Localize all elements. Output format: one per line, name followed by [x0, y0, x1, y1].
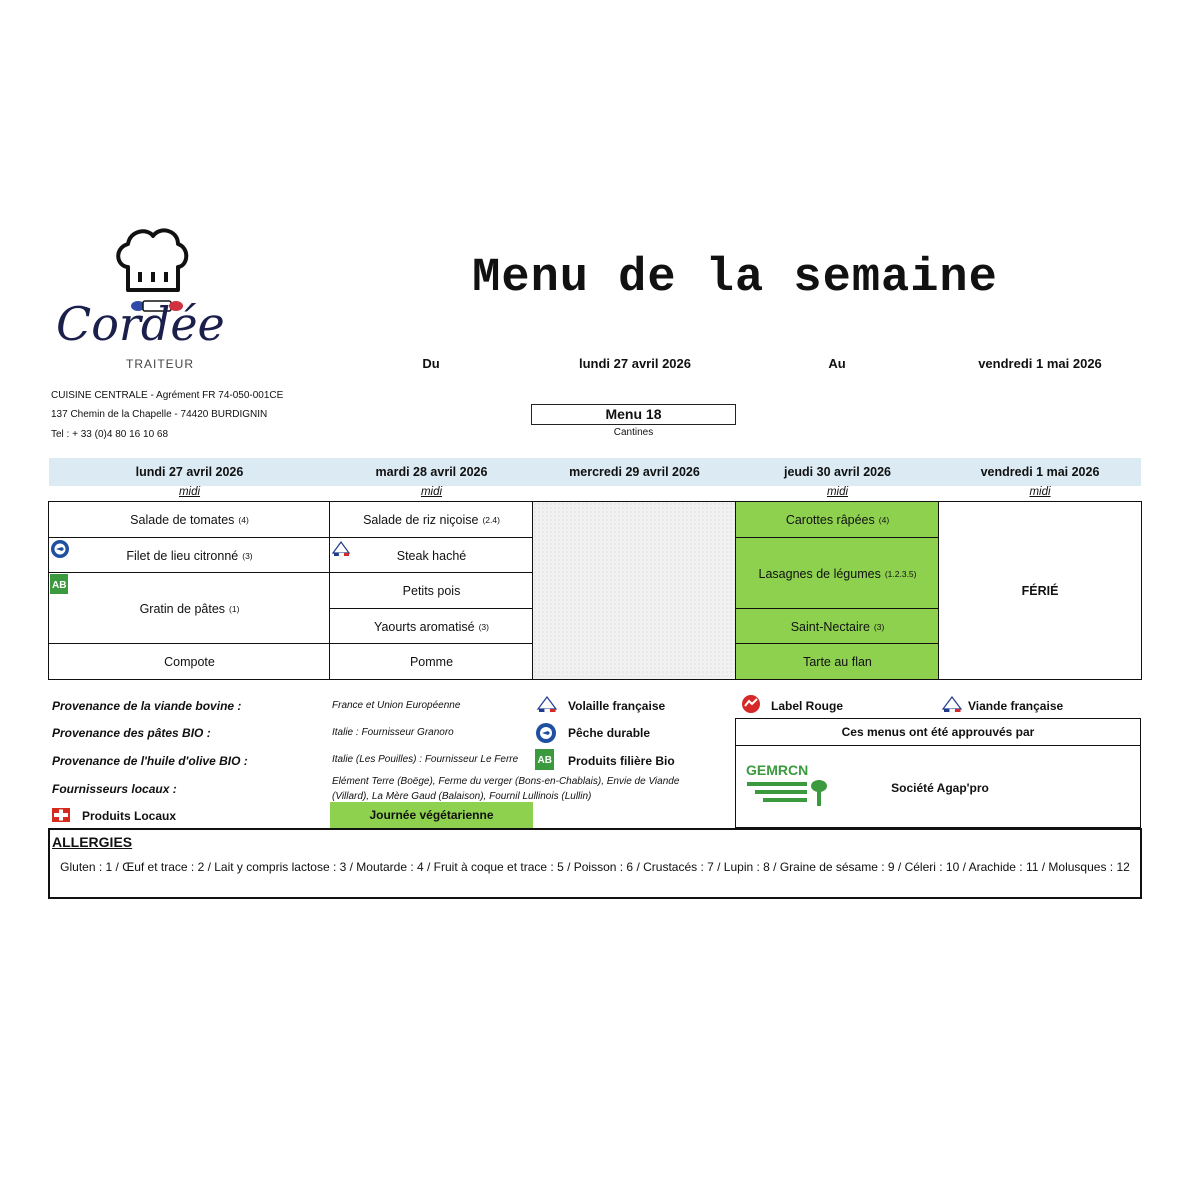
label-rouge-icon [739, 694, 763, 714]
oil-origin-value: Italie (Les Pouilles) : Fournisseur Le Ferre [332, 754, 519, 765]
french-poultry-icon [536, 694, 558, 714]
grid-divider [532, 502, 533, 679]
poultry-legend: Volaille française [568, 699, 666, 713]
savoie-flag-icon [52, 808, 70, 822]
allergen-codes: (1.2.3.5) [884, 568, 917, 579]
gemrcn-logo-text: GEMRCN [746, 762, 809, 778]
allergen-codes: (3) [478, 621, 489, 632]
pasta-origin-label: Provenance des pâtes BIO : [52, 726, 211, 740]
french-poultry-icon [331, 539, 351, 557]
oil-origin-label: Provenance de l'huile d'olive BIO : [52, 754, 248, 768]
grid-divider [736, 537, 939, 538]
sustainable-fishing-icon [535, 722, 557, 744]
fishing-legend: Pêche durable [568, 726, 651, 740]
day-header-thursday: jeudi 30 avril 2026 [783, 465, 891, 479]
approval-heading: Ces menus ont été approuvés par [735, 718, 1141, 746]
grid-divider [49, 537, 330, 538]
svg-text:AB: AB [537, 755, 552, 766]
dish-label: Steak haché [396, 548, 467, 563]
meal-tuesday: midi [420, 486, 443, 498]
menu-name: Menu 18 [531, 404, 736, 425]
dish-label: Tarte au flan [803, 654, 872, 669]
approval-company: Société Agap'pro [891, 781, 989, 795]
logo-sub: TRAITEUR [126, 357, 194, 371]
gemrcn-logo [745, 760, 835, 810]
allergies-title: ALLERGIES [52, 834, 133, 850]
local-suppliers-label: Fournisseurs locaux : [52, 782, 177, 796]
label-rouge-legend: Label Rouge [771, 699, 844, 713]
company-line-2: 137 Chemin de la Chapelle - 74420 BURDIGNIN [51, 409, 268, 420]
grid-divider [49, 572, 330, 573]
day-header-monday: lundi 27 avril 2026 [135, 465, 244, 479]
allergen-codes: (3) [873, 621, 885, 632]
grid-divider [735, 502, 736, 679]
beef-origin-label: Provenance de la viande bovine : [52, 699, 242, 713]
grid-divider [49, 643, 330, 644]
local-products-legend: Produits Locaux [82, 809, 177, 823]
dish-label: Salade de riz niçoise [363, 513, 479, 527]
company-line-1: CUISINE CENTRALE - Agrément FR 74-050-001CE [51, 390, 284, 401]
grid-divider [736, 608, 939, 609]
grid-divider [329, 502, 330, 679]
period-to-label: Au [828, 356, 846, 371]
local-suppliers-value: Elément Terre (Boëge), Ferme du verger (Bons-en-Chablais), Envie de Viande (Villard), La Mère Gaud (Balaison), Fournil Lullinois (Lullin) [332, 776, 680, 802]
organic-ab-icon [535, 749, 554, 770]
vegetarian-day-legend: Journée végétarienne [330, 802, 533, 828]
allergies-text: Gluten : 1 / Œuf et trace : 2 / Lait y compris lactose : 3 / Moutarde : 4 / Fruit à coque et trace : 5 / Poisson : 6 / Crustacés : 7 / Lupin : 8 / Graine de sésame : 9 / Céleri : 10 / Arachide : 11 / Molusques : 12 [60, 860, 1130, 874]
company-line-3: Tel : + 33 (0)4 80 16 10 68 [51, 429, 169, 440]
allergen-codes: (3) [242, 550, 253, 561]
day-header-friday: vendredi 1 mai 2026 [980, 465, 1100, 479]
grid-divider [938, 502, 939, 679]
dish-label: Filet de lieu citronné [126, 548, 239, 563]
allergen-codes: (4) [238, 515, 249, 525]
pasta-origin-value: Italie : Fournisseur Granoro [332, 727, 454, 738]
period-from-date: lundi 27 avril 2026 [578, 356, 691, 371]
allergen-codes: (4) [878, 515, 890, 525]
dish-label: Yaourts aromatisé [374, 619, 475, 634]
organic-legend: Produits filière Bio [568, 754, 675, 768]
dish-label: Gratin de pâtes [139, 601, 226, 616]
menu-type: Cantines [613, 427, 654, 438]
dish-label: Petits pois [402, 584, 461, 598]
dish-label: Saint-Nectaire [790, 619, 870, 634]
dish-label: Lasagnes de légumes [758, 566, 881, 581]
fishing-icon [50, 539, 70, 559]
period-to-date: vendredi 1 mai 2026 [978, 356, 1102, 371]
dish-label: Salade de tomates [130, 513, 235, 527]
logo-script: Cordée [56, 297, 225, 351]
beef-origin-value: France et Union Européenne [332, 700, 461, 711]
holiday-label: FÉRIÉ [1021, 583, 1059, 598]
dish-label: Carottes râpées [785, 513, 875, 527]
dish-label: Pomme [409, 654, 454, 669]
meal-monday: midi [178, 486, 201, 498]
day-header-wednesday: mercredi 29 avril 2026 [569, 465, 700, 479]
grid-divider [330, 572, 533, 573]
grid-divider [330, 643, 533, 644]
allergen-codes: (1) [229, 603, 240, 614]
dish-label: Compote [164, 654, 215, 669]
french-meat-legend: Viande française [968, 699, 1064, 713]
grid-divider [330, 537, 533, 538]
menu-grid-border [48, 501, 1142, 680]
meal-friday: midi [1029, 486, 1051, 498]
organic-ab-icon [50, 574, 68, 594]
french-meat-icon [941, 694, 963, 714]
day-header-tuesday: mardi 28 avril 2026 [375, 465, 488, 479]
grid-divider [736, 643, 939, 644]
svg-text:AB: AB [52, 580, 67, 591]
page-title: Menu de la semaine [472, 252, 998, 305]
grid-divider [330, 608, 533, 609]
cordee-logo [50, 222, 255, 372]
period-from-label: Du [422, 356, 440, 371]
meal-thursday: midi [826, 486, 849, 498]
allergen-codes: (2.4) [482, 515, 500, 525]
